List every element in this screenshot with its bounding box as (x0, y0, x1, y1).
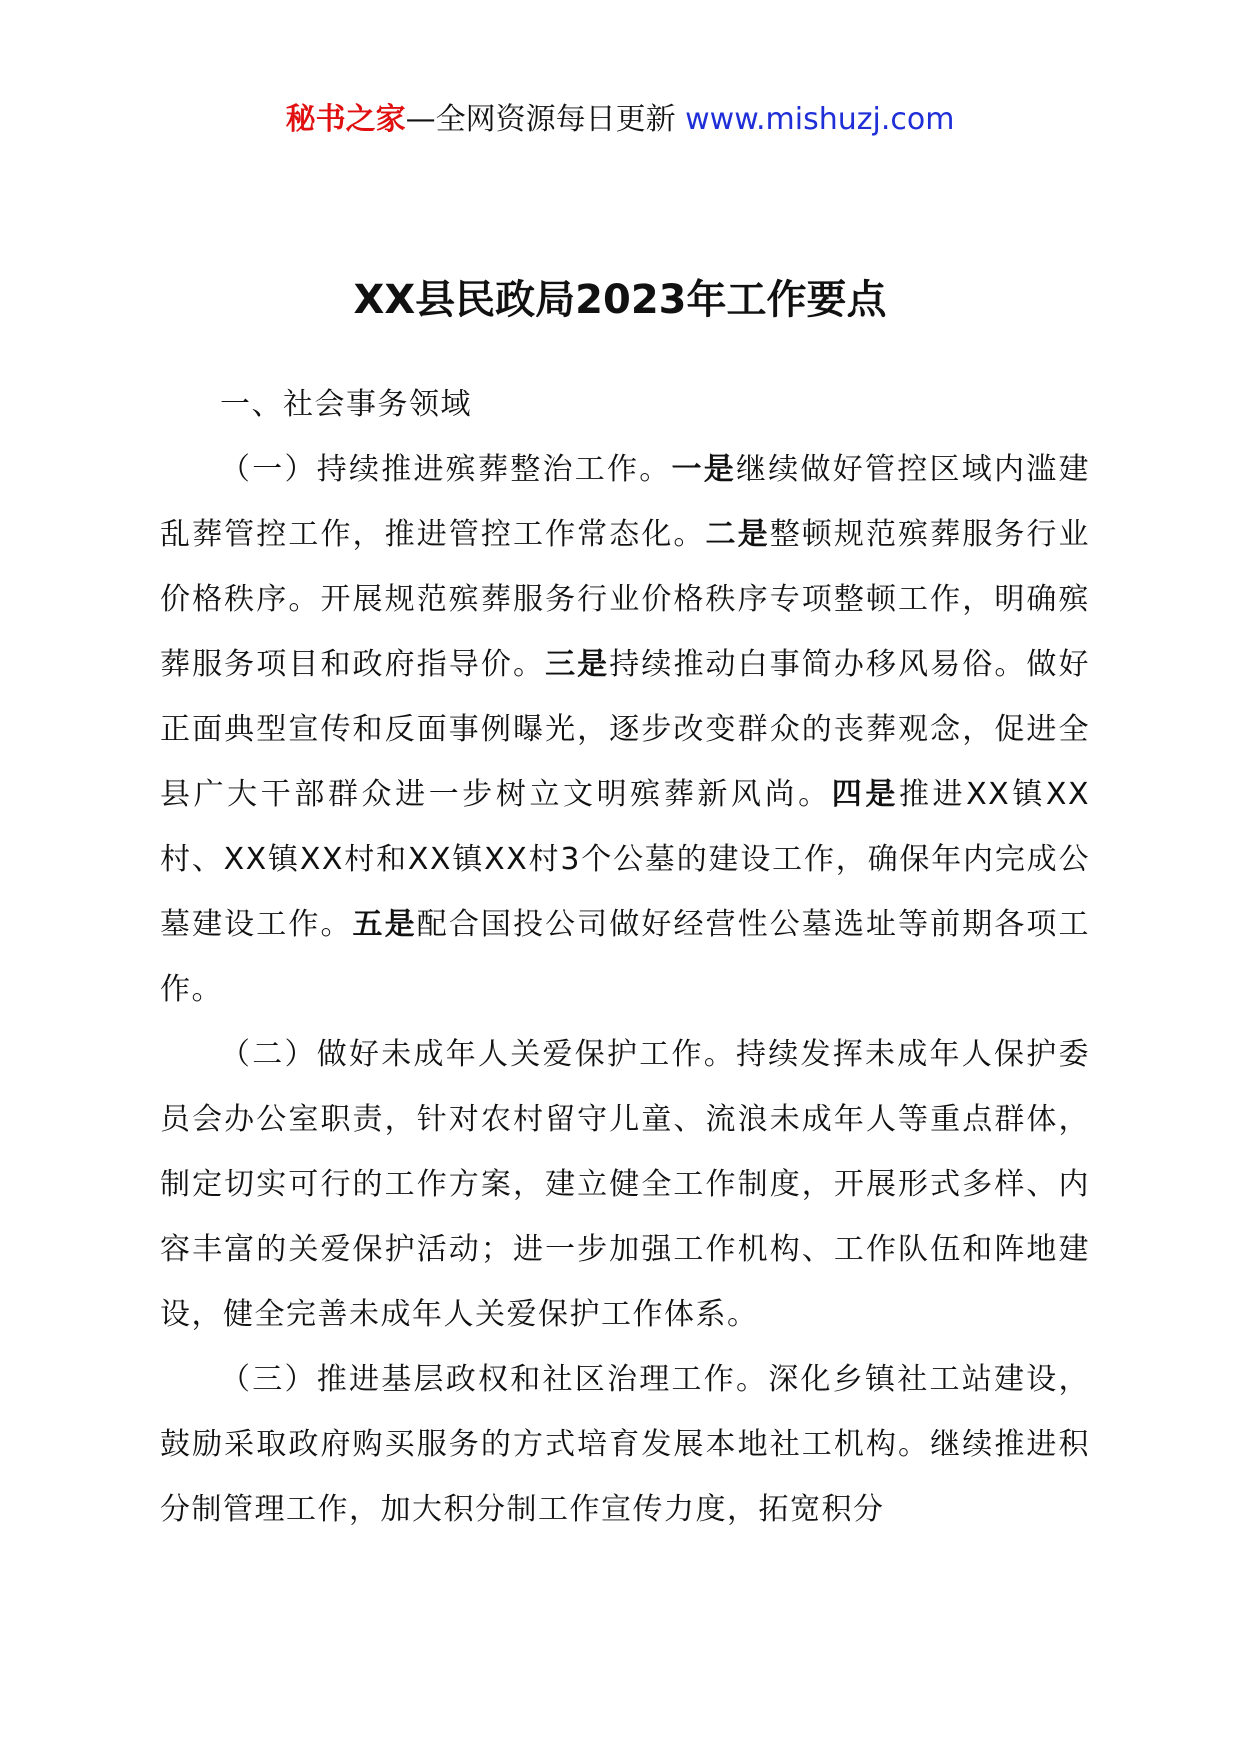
section-heading: 一、社会事务领域 (220, 387, 472, 422)
site-header (0, 98, 1240, 142)
paragraph-item-1 (160, 437, 1090, 1022)
item-1-marker-5: 五是 (352, 907, 417, 942)
item-1-marker-3: 三是 (545, 647, 610, 682)
site-brand: 秘书之家 (285, 102, 406, 137)
item-1-text-3: 持续推动白事简办移风易俗。做好正面典型宣传和反面事例曝光，逐步改变群众的丧葬观念，促进全县广大干部群众进一步树立文明殡葬新风尚。 (160, 647, 1091, 812)
site-url-link[interactable]: www.mishuzj.com (685, 102, 955, 137)
paragraph-item-3: （三）推进基层政权和社区治理工作。深化乡镇社工站建设，鼓励采取政府购买服务的方式培育发展本地社工机构。继续推进积分制管理工作，加大积分制工作宣传力度，拓宽积分 (160, 1362, 1090, 1527)
paragraph-item-2: （二）做好未成年人关爱保护工作。持续发挥未成年人保护委员会办公室职责，针对农村留守儿童、流浪未成年人等重点群体，制定切实可行的工作方案，建立健全工作制度，开展形式多样、内容丰富的关爱保护活动；进一步加强工作机构、工作队伍和阵地建设，健全完善未成年人关爱保护工作体系。 (160, 1037, 1090, 1332)
item-1-marker-2: 二是 (705, 517, 770, 552)
item-1-text-4: 推进XX镇XX村、XX镇XX村和XX镇XX村3个公墓的建设工作，确保年内完成公墓建设工作。 (160, 777, 1091, 942)
item-1-text-1: 继续做好管控区域内滥建乱葬管控工作，推进管控工作常态化。 (160, 452, 1090, 552)
item-1-text-5: 配合国投公司做好经营性公墓选址等前期各项工作。 (160, 907, 1091, 1007)
document-title: XX县民政局2023年工作要点 (353, 277, 887, 323)
site-tagline: —全网资源每日更新 (405, 102, 686, 137)
item-1-lead: （一）持续推进殡葬整治工作。 (220, 452, 672, 487)
item-1-text-2: 整顿规范殡葬服务行业价格秩序。开展规范殡葬服务行业价格秩序专项整顿工作，明确殡葬服务项目和政府指导价。 (160, 517, 1091, 682)
document-body (160, 372, 1090, 1542)
item-1-marker-1: 一是 (671, 452, 736, 487)
item-1-marker-4: 四是 (831, 777, 899, 812)
